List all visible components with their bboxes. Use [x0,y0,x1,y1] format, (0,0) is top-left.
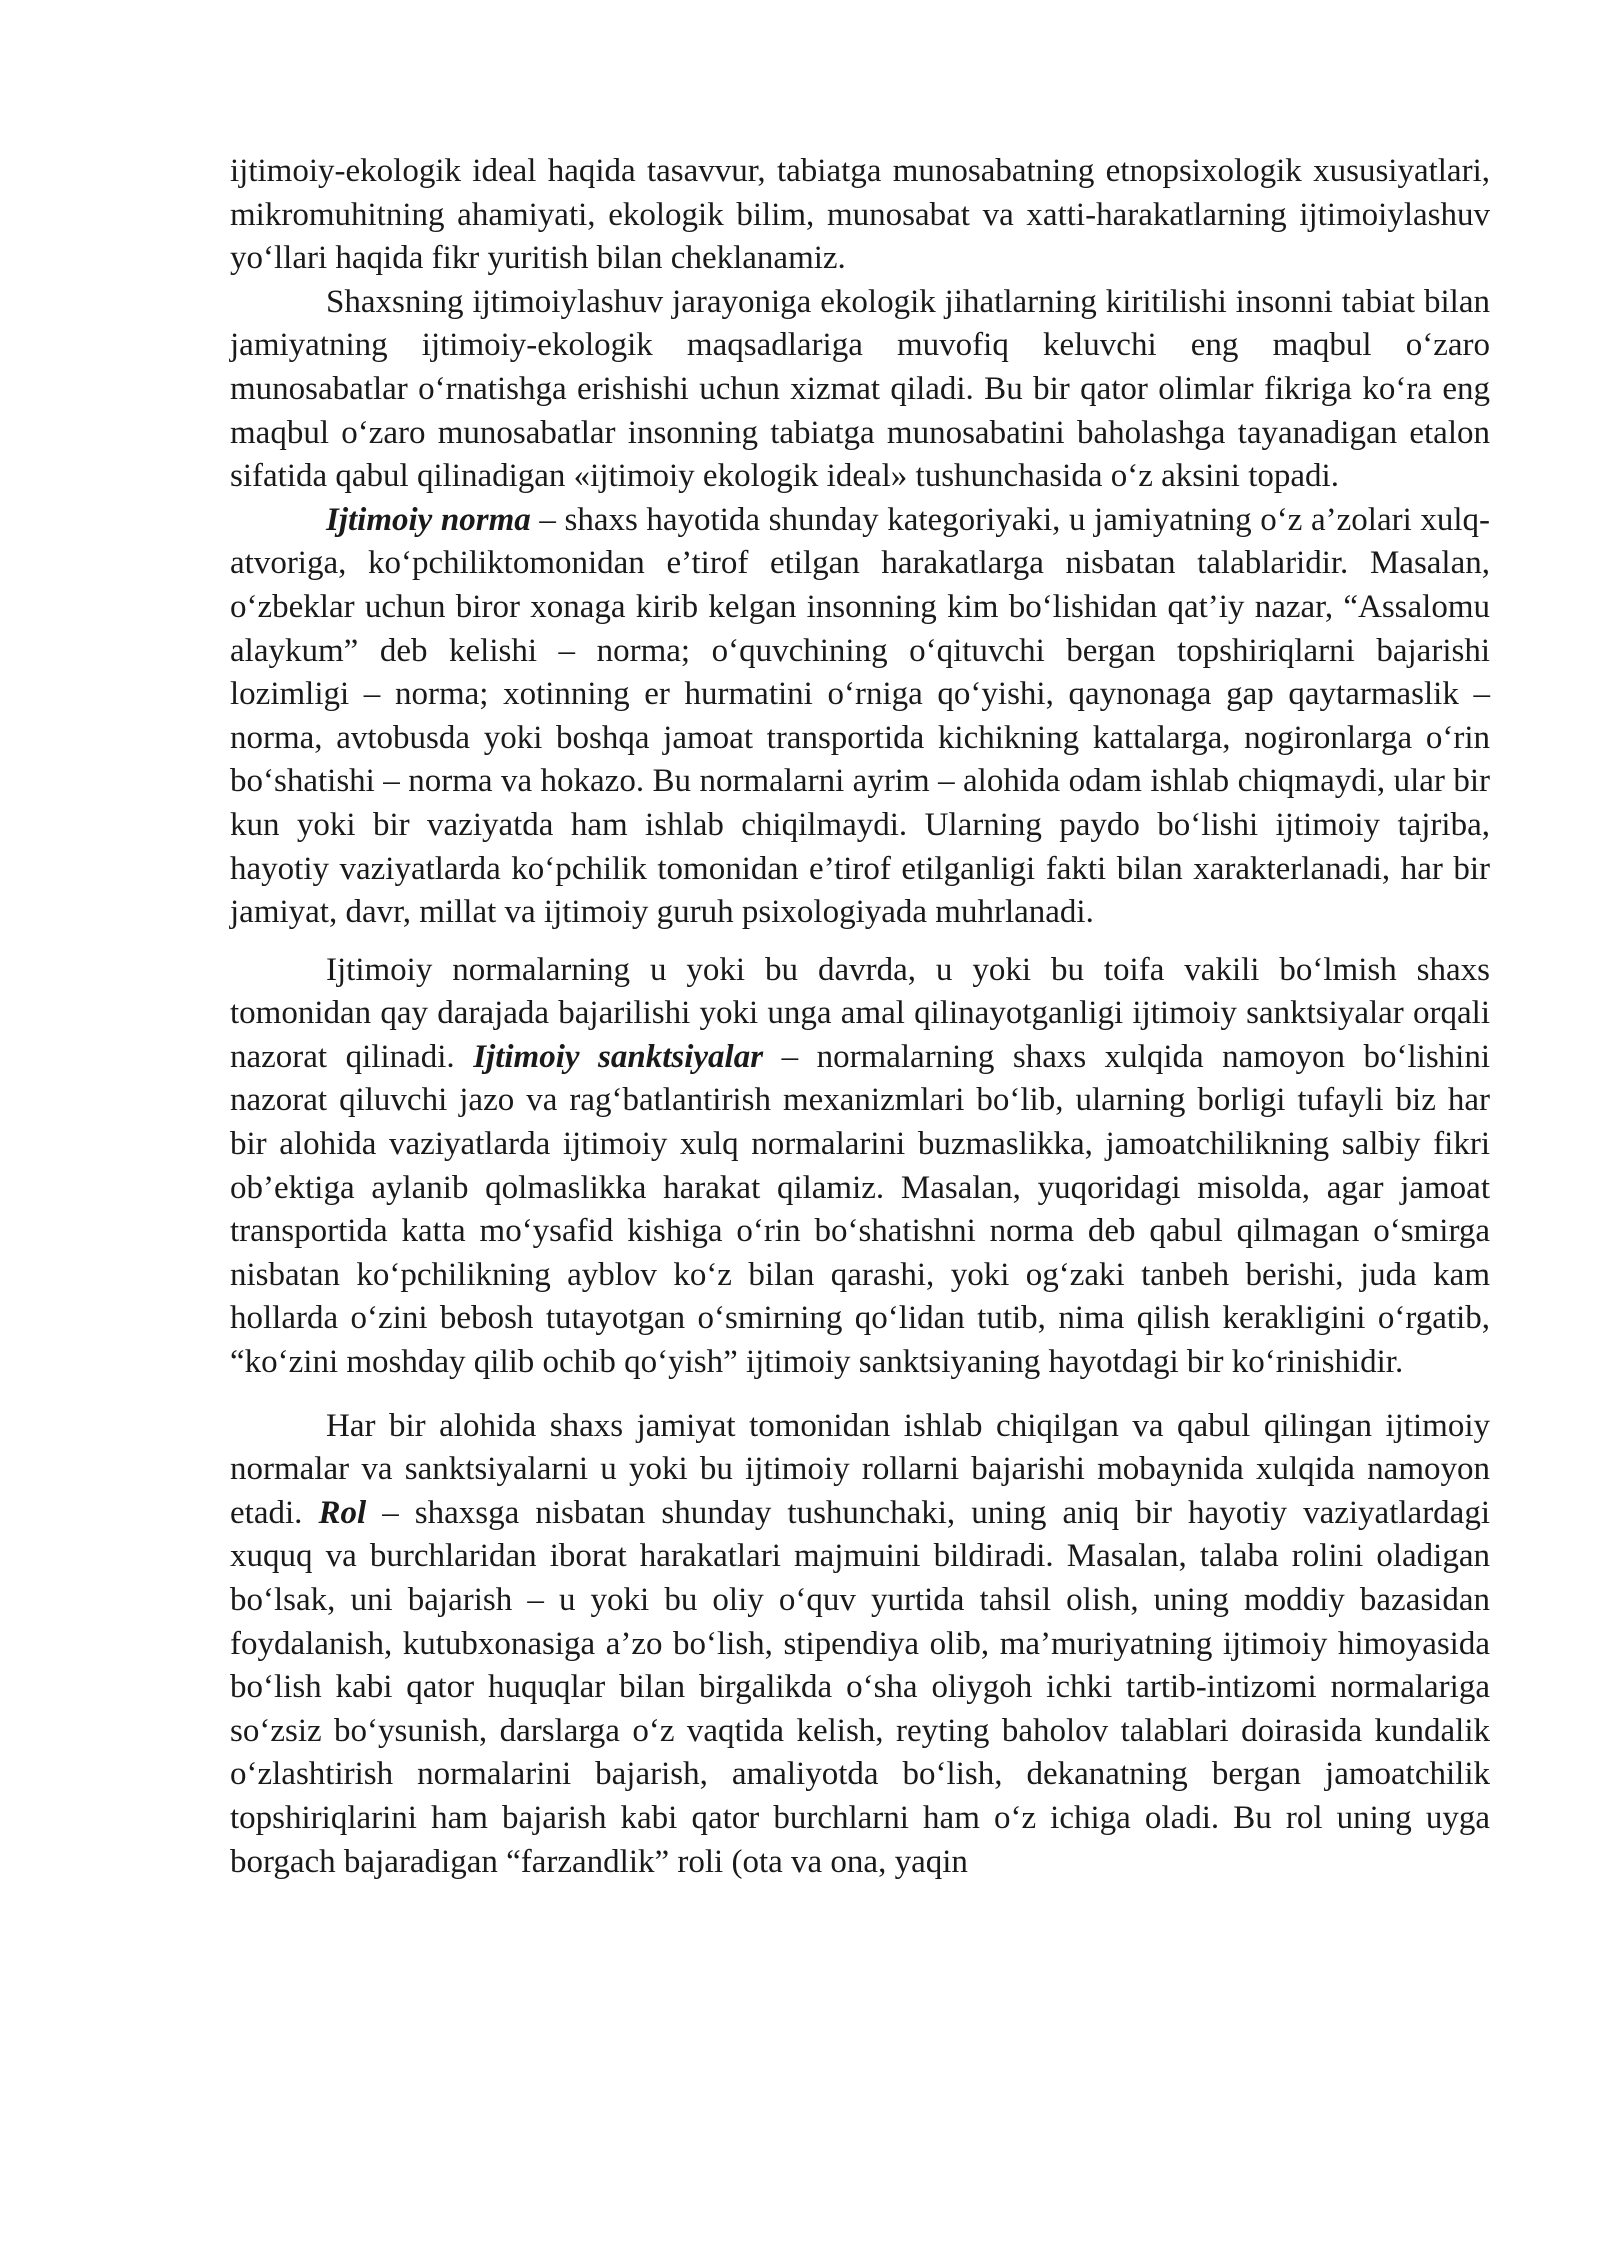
paragraph-continuation: ijtimoiy-ekologik ideal haqida tasavvur, tabiatga munosabatning etnopsixologik xususiyatlari, mikromuhitning ahamiyati, ekologik bilim, munosabat va xatti-harakatlarning ijtimoiylashuv yo‘llari haqida fikr yuritish bilan cheklanamiz. [230,153,1490,277]
paragraph-role [230,1405,1490,1885]
social-norm-definition: – shaxs hayotida shunday kategoriyaki, u jamiyatning o‘z a’zolari xulq-atvoriga, ko‘pchiliktomonidan e’tirof etilgan harakatlarga nisbatan talablaridir. Masalan, o‘zbeklar uchun biror xonaga kirib kelgan insonning kim bo‘lishidan qat’iy nazar, “Assalomu alaykum” deb kelishi – norma; o‘quvchining o‘qituvchi bergan topshiriqlarni bajarishi lozimligi – norma; xotinning er hurmatini o‘rniga qo‘yishi, qaynonaga gap qaytarmaslik – norma, avtobusda yoki boshqa jamoat transportida kichikning kattalarga, nogironlarga o‘rin bo‘shatishi – norma va hokazo. Bu normalarni ayrim – alohida odam ishlab chiqmaydi, ular bir kun yoki bir vaziyatda ham ishlab chiqilmaydi. Ularning paydo bo‘lishi ijtimoiy tajriba, hayotiy vaziyatlarda ko‘pchilik tomonidan e’tirof etilganligi fakti bilan xarakterlanadi, har bir jamiyat, davr, millat va ijtimoiy guruh psixologiyada muhrlanadi. [230,501,1491,931]
role-definition: – shaxsga nisbatan shunday tushunchaki, uning aniq bir hayotiy vaziyatlardagi xuquq va burchlaridan iborat harakatlari majmuini bildiradi. Masalan, talaba rolini oladigan bo‘lsak, uni bajarish – u yoki bu oliy o‘quv yurtida tahsil olish, uning moddiy bazasidan foydalanish, kutubxonasiga a’zo bo‘lish, stipendiya olib, ma’muriyatning ijtimoiy himoyasida bo‘lish kabi qator huquqlar bilan birgalikda o‘sha oliygoh ichki tartib-intizomi normalariga so‘zsiz bo‘ysunish, darslarga o‘z vaqtida kelish, reyting baholov talablari doirasida kundalik o‘zlashtirish normalarini bajarish, amaliyotda bo‘lish, dekanatning bergan jamoatchilik topshiriqlarini ham bajarish kabi qator burchlarni ham o‘z ichiga oladi. Bu rol uning uyga borgach bajaradigan “farzandlik” roli (ota va ona, yaqin [230,1494,1490,1880]
term-social-sanctions: Ijtimoiy sanktsiyalar [473,1038,764,1075]
role-intro: Har bir alohida shaxs jamiyat tomonidan ishlab chiqilgan va qabul qilingan ijtimoiy normalar va sanktsiyalarni u yoki bu ijtimoiy rollarni bajarishi mobaynida xulqida namoyon etadi. [230,1407,1490,1531]
sanctions-intro: Ijtimoiy normalarning u yoki bu davrda, u yoki bu toifa vakili bo‘lmish shaxs tomonidan qay darajada bajarilishi yoki unga amal qilinayotganligi ijtimoiy sanktsiyalar orqali nazorat qilinadi. [230,951,1490,1075]
paragraph-social-norm [230,499,1490,935]
paragraph-social-sanctions [230,949,1490,1385]
sanctions-definition: – normalarning shaxs xulqida namoyon bo‘lishini nazorat qiluvchi jazo va rag‘batlantirish mexanizmlari bo‘lib, ularning borligi tufayli biz har bir alohida vaziyatlarda ijtimoiy xulq normalarini buzmaslikka, jamoatchilikning salbiy fikri ob’ektiga aylanib qolmaslikka harakat qilamiz. Masalan, yuqoridagi misolda, agar jamoat transportida katta mo‘ysafid kishiga o‘rin bo‘shatishni norma deb qabul qilmagan o‘smirga nisbatan ko‘pchilikning ayblov ko‘z bilan qarashi, yoki og‘zaki tanbeh berishi, juda kam hollarda o‘zini bebosh tutayotgan o‘smirning qo‘lidan tutib, nima qilish kerakligini o‘rgatib, “ko‘zini moshday qilib ochib qo‘yish” ijtimoiy sanktsiyaning hayotdagi bir ko‘rinishidir. [230,1038,1490,1381]
document-page [230,150,1490,1884]
term-role: Rol [318,1494,367,1531]
paragraph-ecological-socialization: Shaxsning ijtimoiylashuv jarayoniga ekologik jihatlarning kiritilishi insonni tabiat bilan jamiyatning ijtimoiy-ekologik maqsadlariga muvofiq keluvchi eng maqbul o‘zaro munosabatlar o‘rnatishga erishishi uchun xizmat qiladi. Bu bir qator olimlar fikriga ko‘ra eng maqbul o‘zaro munosabatlar insonning tabiatga munosabatini baholashga tayanadigan etalon sifatida qabul qilinadigan «ijtimoiy ekologik ideal» tushunchasida o‘z aksini topadi. [230,283,1490,495]
term-social-norm: Ijtimoiy norma [326,501,531,538]
